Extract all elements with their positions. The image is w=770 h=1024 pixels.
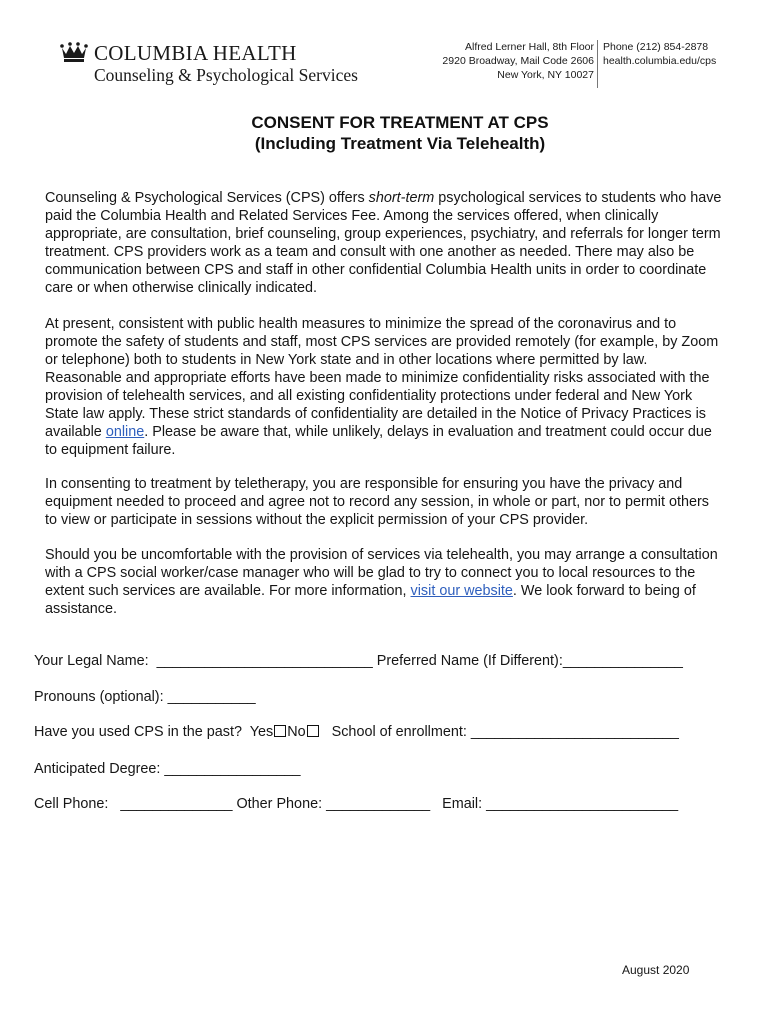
used-cps-label: Have you used CPS in the past?	[34, 724, 242, 740]
p4-text-a: Should you be uncomfortable with the provision of services via telehealth, you may arrange a consultation with a CPS social worker/case manager who will be glad to try to connect you to local resources to the extent such services are available. For more information,	[45, 547, 718, 599]
visit-website-link[interactable]: visit our website	[410, 583, 513, 599]
degree-field[interactable]: _________________	[164, 761, 301, 777]
address-line-1: Alfred Lerner Hall, 8th Floor	[465, 41, 594, 53]
crown-icon	[60, 40, 88, 64]
address-line-2: 2920 Broadway, Mail Code 2606	[442, 55, 594, 67]
email-label: Email:	[442, 796, 483, 812]
title-line-2: (Including Treatment Via Telehealth)	[254, 134, 546, 153]
paragraph-telehealth	[45, 315, 723, 459]
no-checkbox[interactable]	[307, 725, 319, 737]
p1-text-b: psychological services to students who have paid the Columbia Health and Related Services Fee. Among the services offered, when clinically appropriate, are consultation, brief counseling, group experiences, psychiatry, and referrals for longer term treatment. CPS providers work as a team and consult with one another as needed. There may also be communication between CPS and staff in other confidential Columbia Health units in order to coordinate care or when otherwise clinically indicated.	[45, 190, 722, 296]
degree-label: Anticipated Degree:	[34, 761, 161, 777]
degree-row	[34, 761, 300, 777]
p1-emphasis: short-term	[368, 190, 435, 206]
other-phone-label: Other Phone:	[236, 796, 323, 812]
preferred-name-label: Preferred Name (If Different):	[376, 653, 563, 669]
brand-title: COLUMBIA HEALTH	[94, 41, 297, 65]
pronouns-label: Pronouns (optional):	[34, 689, 164, 705]
name-row	[34, 653, 683, 669]
address-block	[442, 40, 594, 82]
legal-name-label: Your Legal Name:	[34, 653, 149, 669]
address-line-3: New York, NY 10027	[497, 69, 594, 81]
pronouns-row	[34, 689, 256, 705]
revision-date: August 2020	[622, 963, 690, 977]
cell-phone-label: Cell Phone:	[34, 796, 109, 812]
yes-checkbox[interactable]	[274, 725, 286, 737]
phone-number: Phone (212) 854-2878	[603, 41, 709, 53]
p4-text-b: . We look forward to being of assistance.	[45, 583, 696, 617]
p1-text-a: Counseling & Psychological Services (CPS) offers	[45, 190, 369, 206]
school-label: School of enrollment:	[331, 724, 467, 740]
contact-block	[603, 40, 716, 68]
online-link[interactable]: online	[105, 424, 145, 440]
p2-text-b: . Please be aware that, while unlikely, delays in evaluation and treatment could occur due to equipment failure.	[45, 424, 712, 458]
preferred-name-field[interactable]: _______________	[562, 653, 683, 669]
pronouns-field[interactable]: ___________	[167, 689, 256, 705]
no-label: No	[287, 724, 306, 740]
legal-name-field[interactable]: ___________________________	[156, 653, 373, 669]
website-text: health.columbia.edu/cps	[603, 55, 717, 67]
cps-history-row	[34, 724, 679, 740]
paragraph-services	[45, 189, 723, 297]
p2-text-a: At present, consistent with public health measures to minimize the spread of the coronavirus and to promote the safety of students and staff, most CPS services are provided remotely (for example, by Zoom or telephone) both to students in New York state and in other locations where permitted by law. Reasonable and appropriate efforts have been made to minimize confidentiality risks associated with the provision of telehealth services, and all existing confidentiality protections under federal and New York State law apply. These strict standards of confidentiality are detailed in the Notice of Privacy Practices is available	[45, 316, 719, 440]
title-line-1: CONSENT FOR TREATMENT AT CPS	[251, 113, 549, 132]
school-field[interactable]: __________________________	[470, 724, 679, 740]
email-field[interactable]: ________________________	[486, 796, 679, 812]
cell-phone-field[interactable]: ______________	[120, 796, 233, 812]
yes-label: Yes	[249, 724, 274, 740]
brand-subtitle: Counseling & Psychological Services	[94, 65, 358, 85]
other-phone-field[interactable]: _____________	[326, 796, 431, 812]
header-divider	[597, 40, 598, 88]
phone-email-row	[34, 796, 678, 812]
paragraph-alternatives	[45, 546, 723, 618]
page-title	[0, 112, 770, 154]
paragraph-teletherapy: In consenting to treatment by teletherapy, you are responsible for ensuring you have the privacy and equipment needed to proceed and agree not to record any session, in whole or part, nor to permit others to view or participate in sessions without the explicit permission of your CPS provider.	[45, 476, 709, 528]
